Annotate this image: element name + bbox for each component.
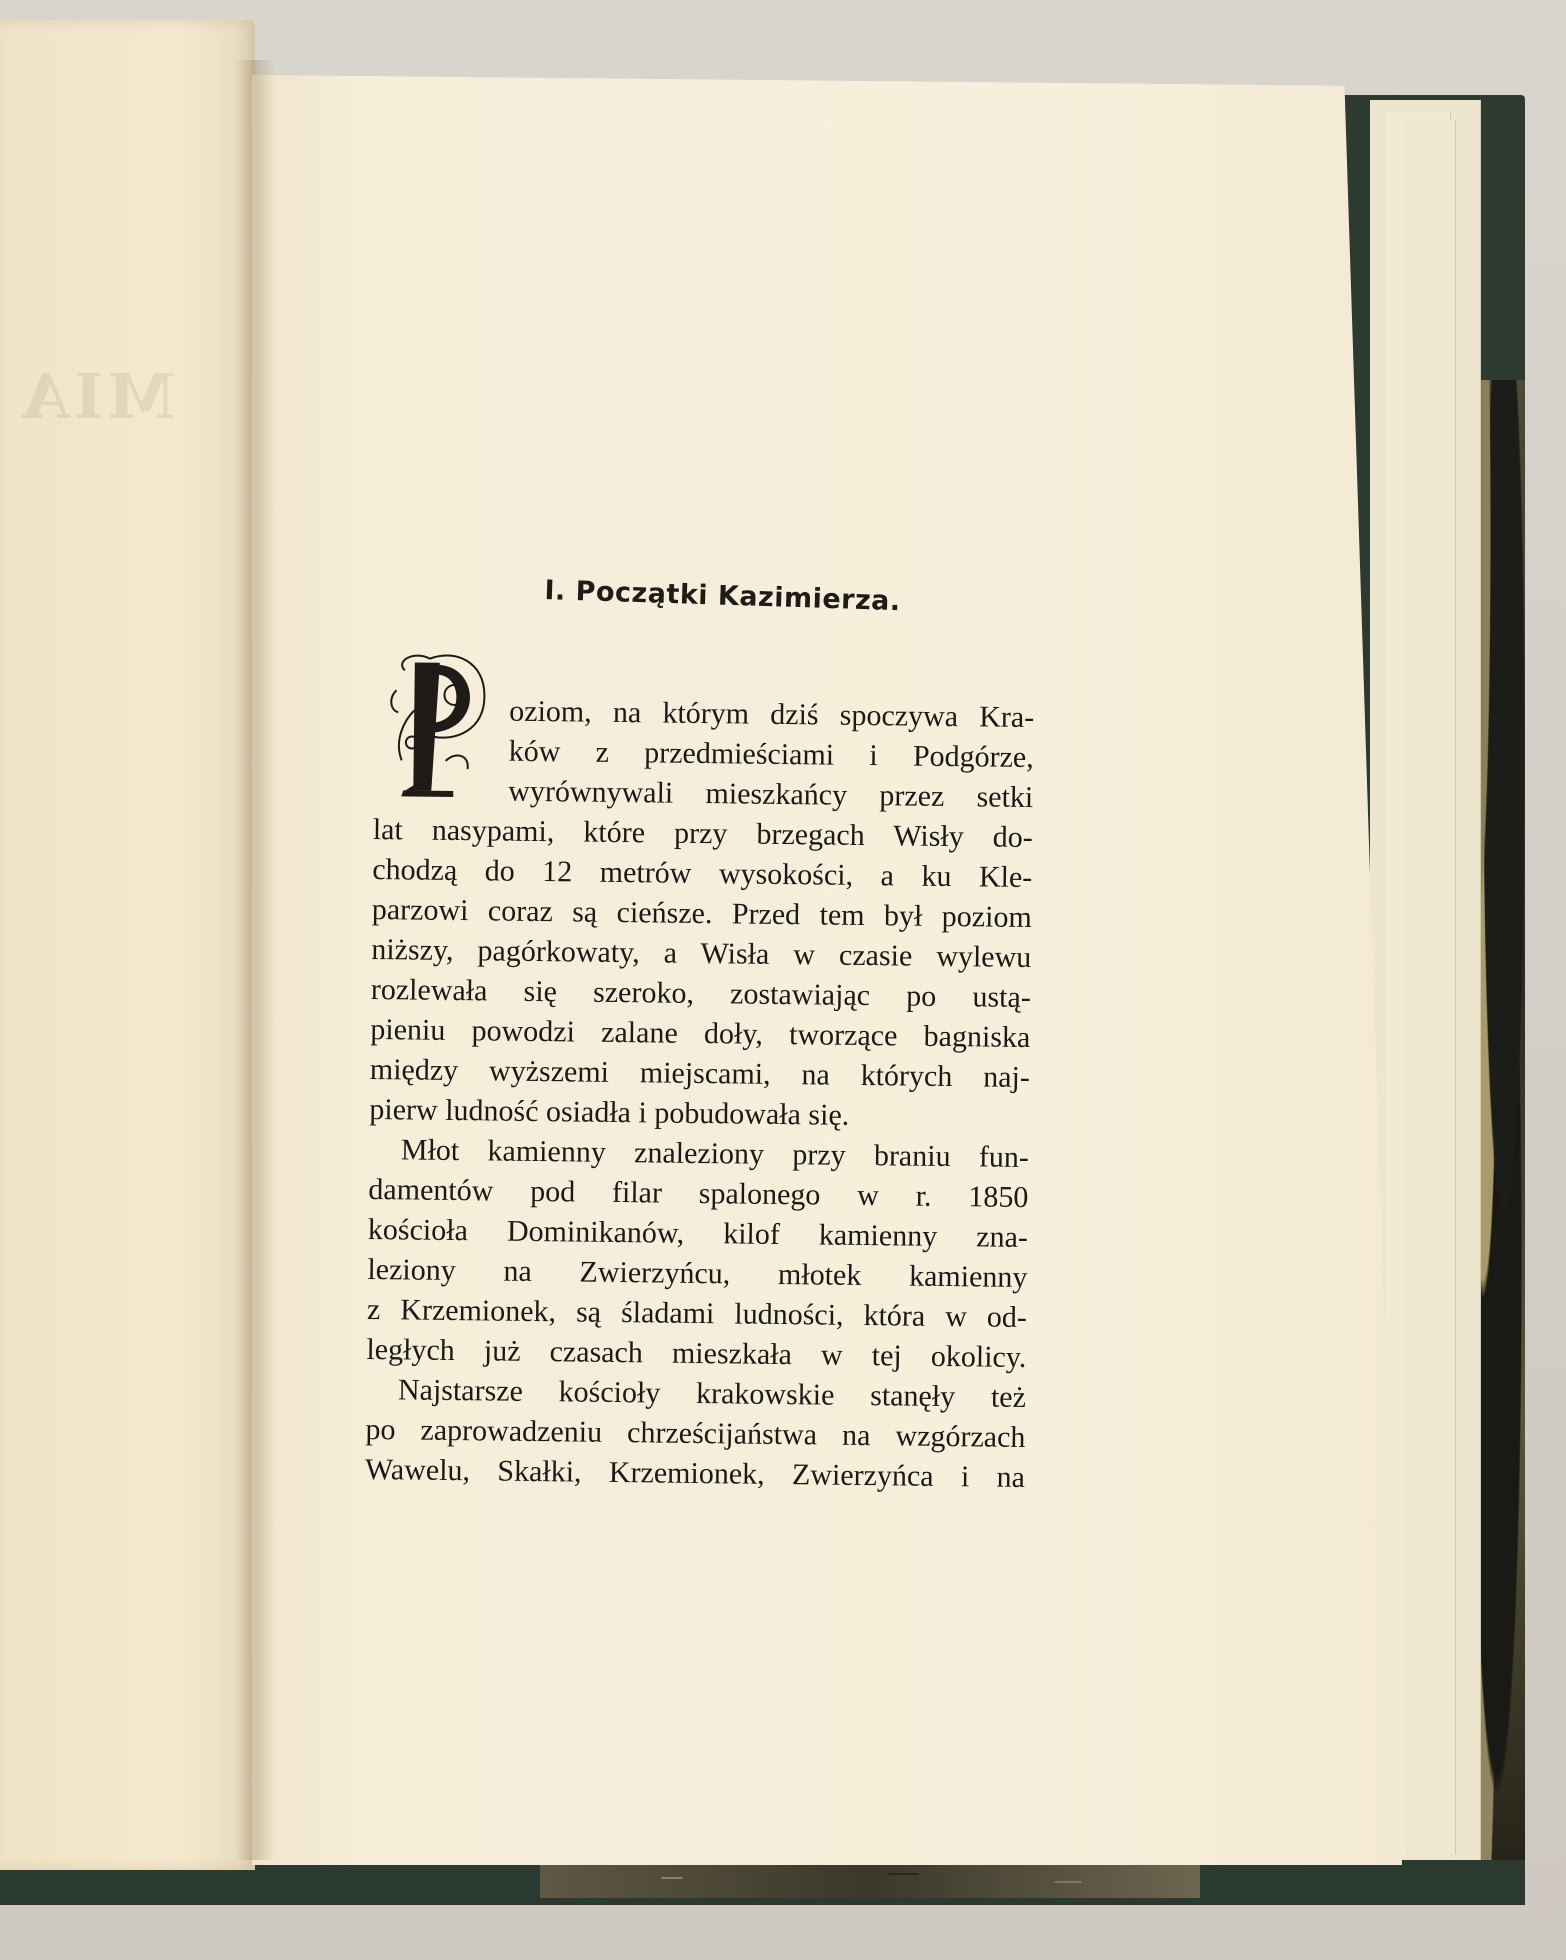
drop-cap-letter: P <box>422 690 424 692</box>
text-line: po zaprowadzeniu chrześcijaństwa na wzgórzach <box>365 1412 1026 1455</box>
text-line: leziony na Zwierzyńcu, młotek kamienny <box>367 1252 1028 1295</box>
text-line: Najstarsze kościoły krakowskie stanęły też <box>397 1373 1027 1415</box>
text-line: kościoła Dominikanów, kilof kamienny zna- <box>367 1212 1029 1255</box>
text-line: lat nasypami, które przy brzegach Wisły do- <box>372 812 1033 855</box>
text-line: niższy, pagórkowaty, a Wisła w czasie wylewu <box>371 932 1032 975</box>
text-line: ległych już czasach mieszkała w tej okolicy. <box>366 1332 1027 1375</box>
text-line: pieniu powodzi zalane doły, tworzące bagniska <box>370 1012 1031 1055</box>
text-line: damentów pod filar spalonego w r. 1850 <box>368 1172 1029 1215</box>
chapter-heading: I. Początki Kazimierza. <box>544 575 902 618</box>
left-page <box>0 20 255 1870</box>
text-line: rozlewała się szeroko, zostawiając po ustą- <box>370 972 1032 1015</box>
text-line: wyrównywali mieszkańcy przez setki <box>508 774 1034 815</box>
text-line: Młot kamienny znaleziony przy braniu fun- <box>400 1133 1030 1175</box>
text-line: z Krzemionek, są śladami ludności, która w od- <box>366 1292 1028 1335</box>
text-line: pierw ludność osiadła i pobudowała się. <box>369 1092 850 1132</box>
text-line: Wawelu, Skałki, Krzemionek, Zwierzyńca i na <box>364 1452 1026 1495</box>
ornamental-drop-cap <box>383 650 495 801</box>
book-gutter-shadow <box>235 60 275 1860</box>
text-line: oziom, na którym dziś spoczywa Kra- <box>509 694 1035 735</box>
text-line: ków z przedmieściami i Podgórze, <box>508 734 1034 775</box>
show-through-text: MIA <box>18 360 176 433</box>
text-line: między wyższemi miejscami, na których naj- <box>369 1052 1031 1095</box>
page-stack-edge <box>1405 120 1456 1855</box>
text-line: parzowi coraz są cieńsze. Przed tem był poziom <box>371 892 1032 935</box>
text-line: chodzą do 12 metrów wysokości, a ku Kle- <box>372 852 1033 895</box>
